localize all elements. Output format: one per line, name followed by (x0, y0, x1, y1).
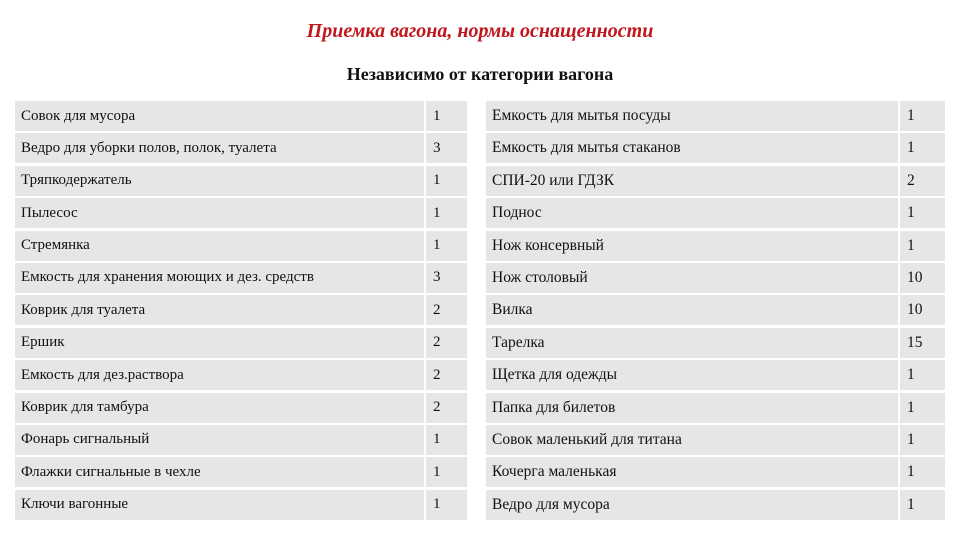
table-row (15, 295, 467, 325)
item-name: Кочерга маленькая (486, 457, 898, 487)
item-name: Пылесос (15, 198, 424, 228)
item-quantity: 1 (900, 360, 945, 390)
item-quantity: 1 (426, 425, 467, 455)
item-quantity: 3 (426, 133, 467, 163)
item-name: Ключи вагонные (15, 490, 424, 520)
item-quantity: 1 (900, 198, 945, 228)
table-row (15, 263, 467, 293)
table-row (15, 393, 467, 423)
table-row (486, 457, 945, 487)
item-quantity: 3 (426, 263, 467, 293)
table-row (486, 263, 945, 293)
item-name: Совок маленький для титана (486, 425, 898, 455)
table-row (486, 393, 945, 423)
item-quantity: 2 (426, 393, 467, 423)
item-name: Тарелка (486, 328, 898, 358)
item-name: Папка для билетов (486, 393, 898, 423)
item-name: Емкость для хранения моющих и дез. средств (15, 263, 424, 293)
right-equipment-table (486, 101, 945, 522)
item-name: Коврик для туалета (15, 295, 424, 325)
item-quantity: 2 (426, 295, 467, 325)
table-row (15, 425, 467, 455)
item-name: Щетка для одежды (486, 360, 898, 390)
table-row (15, 133, 467, 163)
left-equipment-table (15, 101, 467, 522)
table-row (486, 425, 945, 455)
table-row (15, 198, 467, 228)
table-row (15, 101, 467, 131)
table-row (486, 295, 945, 325)
item-name: Стремянка (15, 231, 424, 261)
page-subtitle: Независимо от категории вагона (346, 64, 614, 84)
table-row (15, 360, 467, 390)
item-quantity: 1 (426, 198, 467, 228)
item-quantity: 1 (900, 133, 945, 163)
item-name: Нож консервный (486, 231, 898, 261)
item-quantity: 2 (900, 166, 945, 196)
table-row (486, 490, 945, 520)
item-name: Емкость для мытья посуды (486, 101, 898, 131)
table-row (486, 328, 945, 358)
item-name: Тряпкодержатель (15, 166, 424, 196)
item-quantity: 1 (426, 101, 467, 131)
table-row (486, 166, 945, 196)
item-name: Вилка (486, 295, 898, 325)
item-name: Ведро для уборки полов, полок, туалета (15, 133, 424, 163)
item-name: Фонарь сигнальный (15, 425, 424, 455)
table-row (486, 133, 945, 163)
item-quantity: 1 (426, 490, 467, 520)
table-row (486, 360, 945, 390)
item-quantity: 1 (426, 457, 467, 487)
item-quantity: 1 (900, 425, 945, 455)
item-name: Ведро для мусора (486, 490, 898, 520)
item-quantity: 1 (900, 393, 945, 423)
table-row (15, 166, 467, 196)
table-row (486, 198, 945, 228)
table-row (15, 231, 467, 261)
item-quantity: 15 (900, 328, 945, 358)
item-quantity: 1 (900, 101, 945, 131)
item-name: Поднос (486, 198, 898, 228)
item-name: Нож столовый (486, 263, 898, 293)
item-quantity: 1 (900, 231, 945, 261)
table-row (15, 328, 467, 358)
item-name: СПИ-20 или ГДЗК (486, 166, 898, 196)
table-row (486, 231, 945, 261)
item-quantity: 2 (426, 328, 467, 358)
item-name: Емкость для мытья стаканов (486, 133, 898, 163)
item-name: Флажки сигнальные в чехле (15, 457, 424, 487)
table-row (486, 101, 945, 131)
item-name: Совок для мусора (15, 101, 424, 131)
item-name: Коврик для тамбура (15, 393, 424, 423)
table-row (15, 457, 467, 487)
item-quantity: 1 (426, 166, 467, 196)
item-name: Ершик (15, 328, 424, 358)
item-quantity: 10 (900, 295, 945, 325)
item-quantity: 10 (900, 263, 945, 293)
item-name: Емкость для дез.раствора (15, 360, 424, 390)
item-quantity: 1 (900, 457, 945, 487)
item-quantity: 1 (900, 490, 945, 520)
item-quantity: 1 (426, 231, 467, 261)
table-row (15, 490, 467, 520)
page-title: Приемка вагона, нормы оснащенности (306, 20, 654, 42)
item-quantity: 2 (426, 360, 467, 390)
